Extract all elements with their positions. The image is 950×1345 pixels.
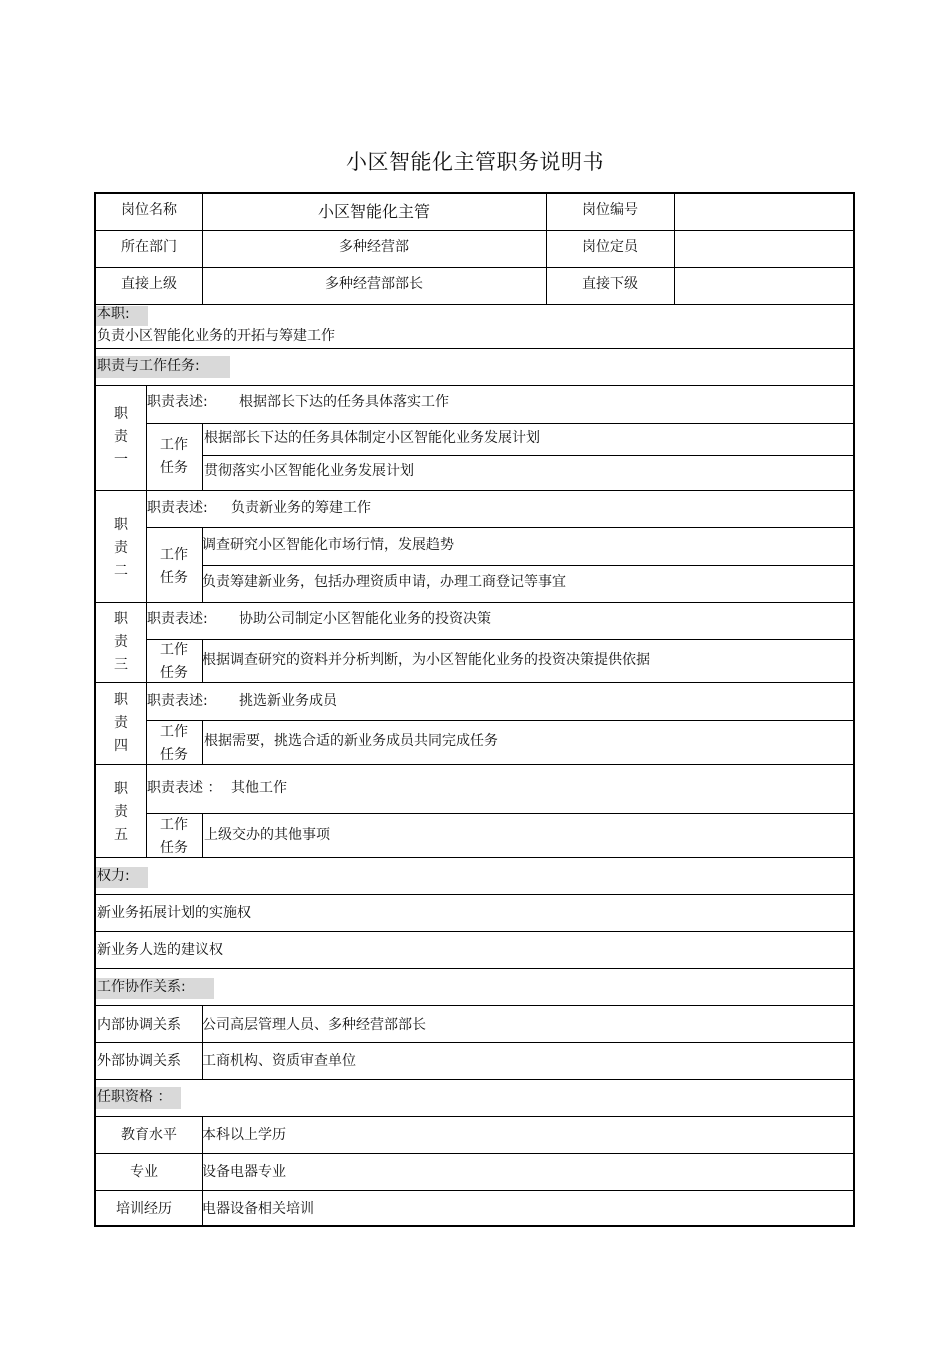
duty-1-label: 职 责 一 (114, 406, 128, 468)
power-item-1: 新业务拓展计划的实施权 (97, 905, 251, 921)
duty-2-desc: 负责新业务的筹建工作 (231, 500, 371, 516)
value-training: 电器设备相关培训 (202, 1201, 314, 1217)
value-direct-superior: 多种经营部部长 (325, 276, 423, 292)
label-major: 专业 (130, 1164, 158, 1180)
benzhi-text: 负责小区智能化业务的开拓与筹建工作 (97, 328, 335, 344)
section-label-benzhi: 本职: (97, 306, 130, 322)
value-department: 多种经营部 (339, 239, 409, 255)
job-description-table (94, 192, 855, 1227)
label-education: 教育水平 (121, 1127, 177, 1143)
duty-1-task-1: 根据部长下达的任务具体制定小区智能化业务发展计划 (204, 430, 540, 446)
duty-5-task-1: 上级交办的其他事项 (204, 827, 330, 843)
duty-2-task-label: 工作 任务 (160, 547, 188, 586)
duty-4-task-label: 工作 任务 (160, 724, 188, 763)
duty-5-task-label: 工作 任务 (160, 817, 188, 856)
duty-1-task-2: 贯彻落实小区智能化业务发展计划 (204, 463, 414, 479)
section-label-qualification: 任职资格 ： (97, 1089, 172, 1105)
section-label-power: 权力: (97, 868, 130, 884)
label-position-code: 岗位编号 (582, 202, 638, 218)
value-internal-relations: 公司高层管理人员、多种经营部部长 (202, 1017, 426, 1033)
label-headcount: 岗位定员 (582, 239, 638, 255)
value-position-name: 小区智能化主管 (317, 202, 430, 221)
duty-5-desc-label: 职责表述 ： (147, 780, 222, 796)
duty-4-task-1: 根据需要，挑选合适的新业务成员共同完成任务 (204, 733, 498, 749)
value-education: 本科以上学历 (202, 1127, 286, 1143)
value-major: 设备电器专业 (202, 1164, 286, 1180)
section-label-relations: 工作协作关系: (97, 979, 186, 995)
duty-4-desc: 挑选新业务成员 (239, 693, 337, 709)
document-title: 小区智能化主管职务说明书 (346, 150, 604, 174)
section-label-duties: 职责与工作任务: (97, 358, 200, 374)
duty-2-desc-label: 职责表述: (147, 500, 208, 516)
duty-3-task-label: 工作 任务 (160, 642, 188, 681)
label-department: 所在部门 (121, 239, 177, 255)
power-item-2: 新业务人选的建议权 (97, 942, 223, 958)
duty-4-label: 职 责 四 (114, 692, 128, 754)
label-direct-subordinate: 直接下级 (582, 276, 638, 292)
duty-3-label: 职 责 三 (114, 611, 128, 673)
label-direct-superior: 直接上级 (121, 276, 177, 292)
duty-2-task-2: 负责筹建新业务，包括办理资质申请，办理工商登记等事宜 (202, 574, 566, 590)
duty-1-desc-label: 职责表述: (147, 394, 208, 410)
duty-1-desc: 根据部长下达的任务具体落实工作 (239, 394, 449, 410)
duty-4-desc-label: 职责表述: (147, 693, 208, 709)
duty-2-label: 职 责 二 (114, 517, 128, 579)
duty-1-task-label: 工作 任务 (160, 437, 188, 476)
label-training: 培训经历 (116, 1201, 172, 1217)
label-internal-relations: 内部协调关系 (97, 1017, 181, 1033)
label-position-name: 岗位名称 (121, 202, 177, 218)
duty-3-desc: 协助公司制定小区智能化业务的投资决策 (239, 611, 491, 627)
value-external-relations: 工商机构、资质审查单位 (202, 1053, 356, 1069)
duty-2-task-1: 调查研究小区智能化市场行情，发展趋势 (202, 537, 454, 553)
duty-3-desc-label: 职责表述: (147, 611, 208, 627)
label-external-relations: 外部协调关系 (97, 1053, 181, 1069)
duty-3-task-1: 根据调查研究的资料并分析判断，为小区智能化业务的投资决策提供依据 (202, 652, 650, 668)
duty-5-label: 职 责 五 (114, 781, 128, 843)
duty-5-desc: 其他工作 (231, 780, 287, 796)
